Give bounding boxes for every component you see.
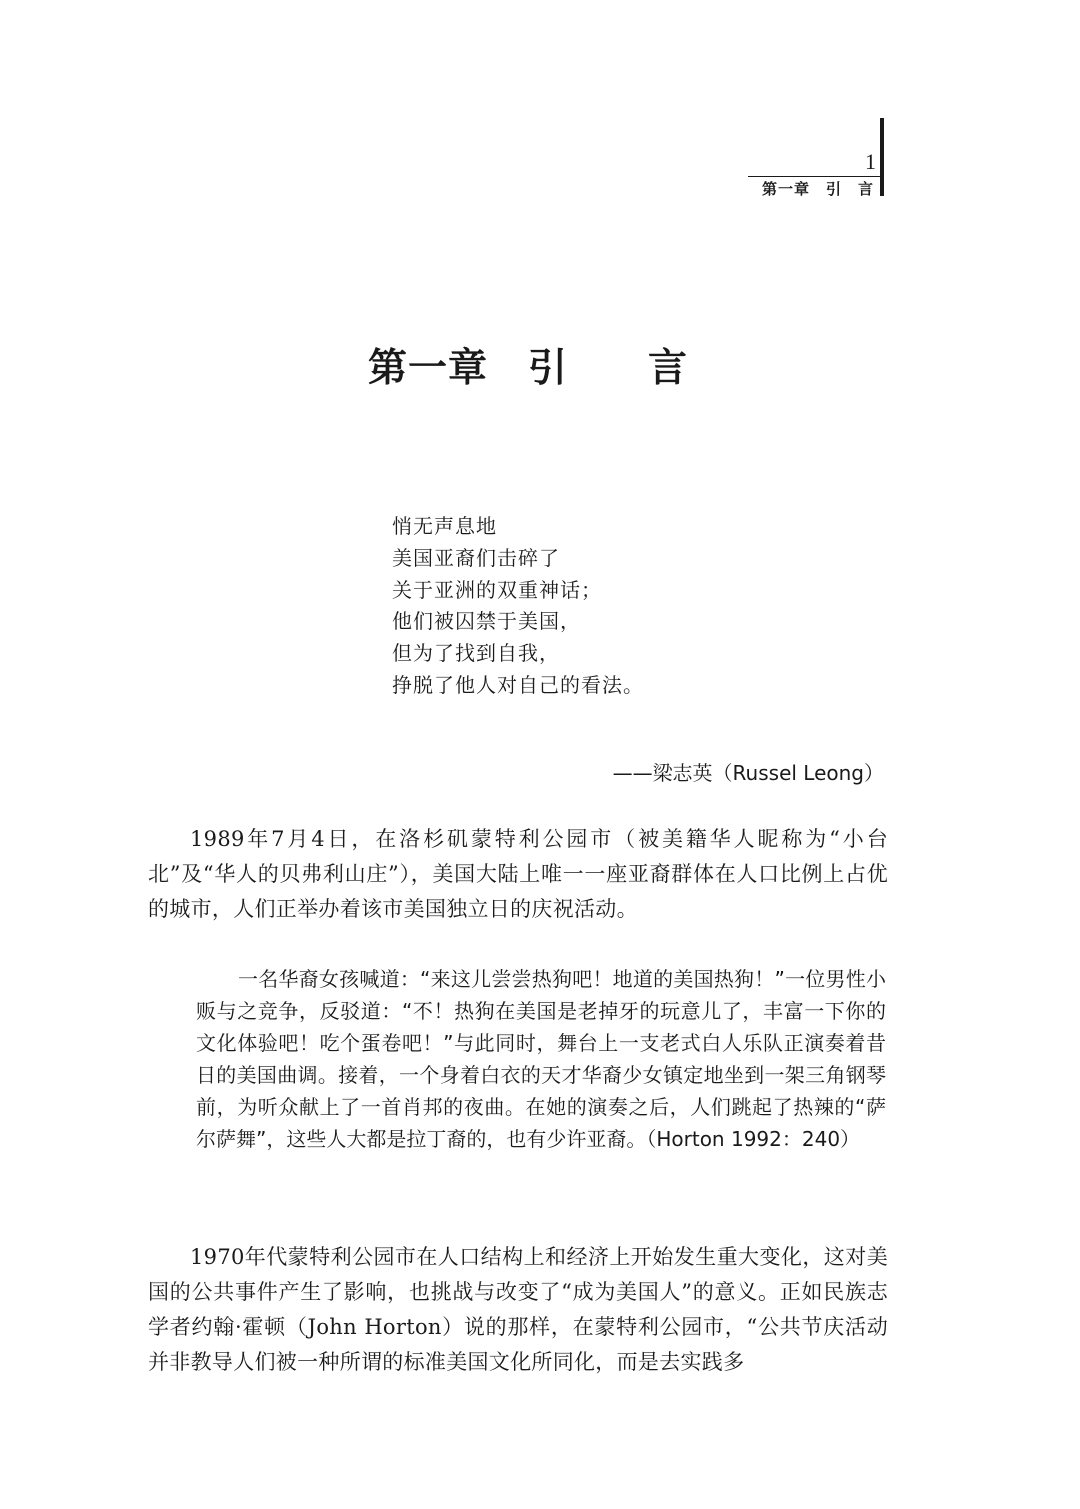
page-number: 1: [865, 149, 876, 174]
epigraph: [392, 511, 644, 702]
epigraph-line: 他们被囚禁于美国，: [392, 609, 581, 634]
header-horizontal-rule: [748, 176, 882, 177]
body-paragraph: 1989年7月4日，在洛杉矶蒙特利公园市（被美籍华人昵称为“小台北”及“华人的贝弗利山庄”），美国大陆上唯一一座亚裔群体在人口比例上占优的城市，人们正举办着该市美国独立日的庆祝活动。: [148, 827, 888, 921]
block-quote: 一名华裔女孩喊道：“来这儿尝尝热狗吧！地道的美国热狗！”一位男性小贩与之竞争，反驳道：“不！热狗在美国是老掉牙的玩意儿了，丰富一下你的文化体验吧！吃个蛋卷吧！”与此同时，舞台上一支老式白人乐队正演奏着昔日的美国曲调。接着，一个身着白衣的天才华裔少女镇定地坐到一架三角钢琴前，为听众献上了一首肖邦的夜曲。在她的演奏之后，人们跳起了热辣的“萨尔萨舞”，这些人大都是拉丁裔的，也有少许亚裔。（Horton 1992：240）: [196, 967, 886, 1151]
epigraph-line: 美国亚裔们击碎了: [392, 545, 560, 570]
epigraph-line: 挣脱了他人对自己的看法。: [392, 672, 644, 697]
chapter-title: 第一章 引 言: [368, 345, 689, 391]
header-vertical-rule: [880, 118, 884, 196]
epigraph-attribution: ——梁志英（Russel Leong）: [612, 761, 884, 785]
epigraph-line: 悄无声息地: [392, 514, 497, 538]
body-paragraph: 1970年代蒙特利公园市在人口结构上和经济上开始发生重大变化，这对美国的公共事件产生了影响，也挑战与改变了“成为美国人”的意义。正如民族志学者约翰·霍顿（John Horton）说的那样，在蒙特利公园市，“公共节庆活动并非教导人们被一种所谓的标准美国文化所同化，而是去实践多: [148, 1245, 888, 1374]
epigraph-line: 但为了找到自我，: [392, 641, 560, 666]
epigraph-line: 关于亚洲的双重神话；: [392, 577, 602, 602]
running-chapter-label: 第一章 引 言: [761, 180, 874, 198]
